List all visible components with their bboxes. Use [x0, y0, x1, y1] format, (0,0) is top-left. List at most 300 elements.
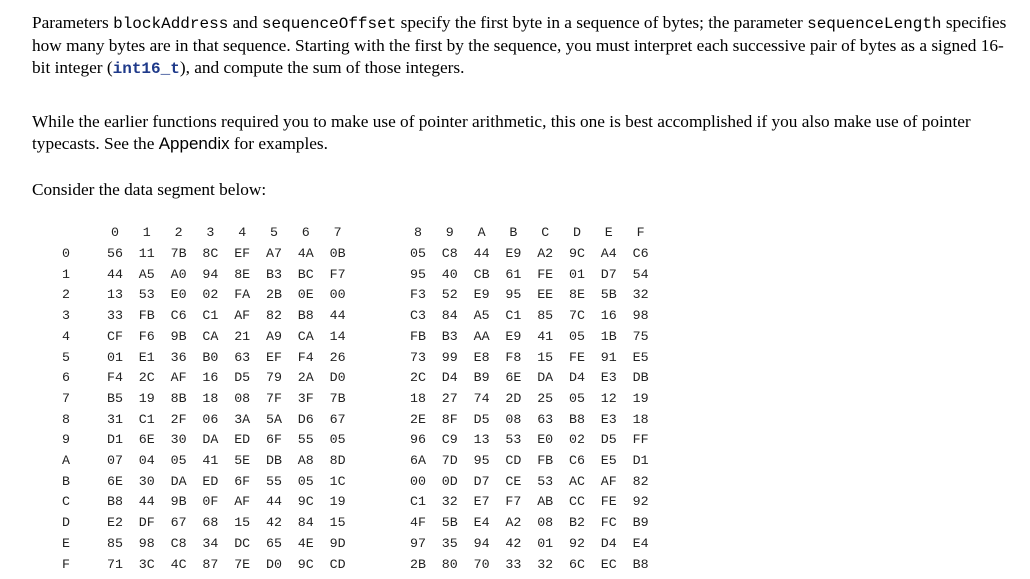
byte-cell: AC — [569, 473, 585, 489]
byte-cell: 97 — [410, 535, 426, 551]
byte-cell: FB — [537, 453, 554, 468]
column-header: F — [636, 225, 645, 240]
byte-cell: 6F — [266, 432, 282, 448]
byte-cell: 25 — [537, 390, 554, 406]
byte-cell: AB — [537, 494, 554, 510]
byte-cell: D4 — [600, 535, 617, 551]
paragraph-consider: Consider the data segment below: — [32, 180, 267, 199]
byte-cell: 44 — [473, 246, 490, 261]
byte-cell: F4 — [297, 349, 314, 365]
column-header: C — [541, 225, 550, 240]
byte-cell: DB — [632, 370, 649, 386]
byte-cell: B9 — [473, 370, 490, 386]
byte-cell: 79 — [266, 370, 282, 386]
byte-cell: A0 — [170, 266, 187, 282]
byte-cell: 02 — [202, 287, 219, 303]
code-sequence-offset: sequenceOffset — [261, 15, 397, 33]
column-header: 0 — [111, 225, 119, 240]
byte-cell: C6 — [170, 308, 187, 324]
column-header: 5 — [270, 225, 278, 240]
byte-cell: FE — [537, 266, 554, 282]
byte-cell: B8 — [569, 411, 585, 427]
text: specifies how many bytes are in that sequence. Starting with the first by the sequence, you must interpret each successive pair of bytes as a signed 16-bit integer ( — [32, 13, 1007, 77]
byte-cell: 8C — [202, 246, 219, 261]
byte-cell: FF — [632, 432, 649, 448]
byte-cell: B2 — [569, 515, 585, 531]
byte-cell: C8 — [441, 246, 458, 261]
column-header: D — [573, 225, 581, 240]
byte-cell: 02 — [569, 432, 585, 448]
byte-cell: 74 — [473, 390, 490, 406]
byte-cell: 52 — [441, 287, 458, 303]
byte-cell: 5B — [441, 515, 458, 531]
byte-cell: 61 — [505, 266, 522, 282]
byte-cell: E2 — [107, 515, 123, 531]
byte-cell: 2A — [297, 370, 314, 386]
byte-cell: 2E — [410, 411, 426, 427]
byte-cell: 6C — [569, 556, 585, 572]
column-header: B — [509, 225, 518, 240]
byte-cell: 2B — [410, 556, 426, 572]
column-header: E — [604, 225, 613, 240]
byte-cell: E5 — [600, 453, 617, 468]
byte-cell: F7 — [329, 266, 346, 282]
byte-cell: A5 — [473, 308, 490, 324]
byte-cell: 05 — [329, 432, 346, 448]
byte-cell: 9C — [569, 246, 585, 261]
byte-cell: 15 — [329, 515, 346, 531]
byte-cell: 94 — [473, 535, 490, 551]
byte-cell: CD — [329, 556, 346, 572]
byte-cell: 0B — [329, 246, 346, 261]
byte-cell: 05 — [569, 328, 585, 344]
byte-cell: 16 — [202, 370, 219, 386]
column-header: 6 — [301, 225, 310, 240]
byte-cell: C9 — [441, 432, 458, 448]
byte-cell: 96 — [410, 432, 426, 448]
byte-cell: FC — [600, 515, 617, 531]
byte-cell: 30 — [138, 473, 155, 489]
byte-cell: CB — [473, 266, 490, 282]
byte-cell: 84 — [297, 515, 314, 531]
byte-cell: 4C — [170, 556, 187, 572]
byte-cell: 05 — [297, 473, 314, 489]
byte-cell: 36 — [170, 349, 187, 365]
byte-cell: DA — [170, 473, 187, 489]
byte-cell: 8D — [329, 453, 346, 468]
byte-cell: 99 — [441, 349, 458, 365]
row-label: B — [62, 473, 70, 489]
byte-cell: 9B — [170, 494, 187, 510]
byte-cell: F7 — [505, 494, 522, 510]
byte-cell: AA — [473, 328, 490, 344]
byte-cell: 01 — [569, 266, 585, 282]
byte-cell: 63 — [234, 349, 251, 365]
byte-cell: D5 — [473, 411, 490, 427]
byte-cell: 35 — [441, 535, 458, 551]
byte-cell: E3 — [600, 411, 617, 427]
byte-cell: 53 — [505, 432, 522, 448]
byte-cell: 8E — [234, 266, 251, 282]
byte-cell: 42 — [505, 535, 522, 551]
byte-cell: 87 — [202, 556, 219, 572]
byte-cell: A2 — [537, 246, 554, 261]
byte-cell: 85 — [537, 308, 554, 324]
byte-cell: D1 — [107, 432, 123, 448]
byte-cell: 91 — [600, 349, 617, 365]
byte-cell: 53 — [138, 287, 155, 303]
column-header: 7 — [333, 225, 342, 240]
byte-cell: 05 — [170, 453, 187, 468]
byte-cell: CD — [505, 453, 522, 468]
byte-cell: 07 — [107, 453, 123, 468]
byte-cell: 4A — [297, 246, 314, 261]
byte-cell: FE — [569, 349, 585, 365]
byte-cell: 30 — [170, 432, 187, 448]
byte-cell: 5A — [266, 411, 282, 427]
byte-cell: 95 — [473, 453, 490, 468]
byte-cell: 41 — [537, 328, 554, 344]
byte-cell: 18 — [202, 390, 219, 406]
row-label: 8 — [62, 411, 70, 427]
byte-cell: F8 — [505, 349, 522, 365]
byte-cell: B0 — [202, 349, 219, 365]
byte-cell: 33 — [107, 308, 123, 324]
byte-cell: 8B — [170, 390, 187, 406]
column-header: 9 — [445, 225, 454, 240]
row-label: F — [62, 556, 70, 572]
byte-cell: 8F — [441, 411, 458, 427]
byte-cell: D0 — [266, 556, 282, 572]
byte-cell: 1B — [600, 328, 617, 344]
byte-cell: 44 — [266, 494, 282, 510]
byte-cell: F6 — [138, 328, 155, 344]
byte-cell: 2C — [410, 370, 426, 386]
byte-cell: B3 — [441, 328, 458, 344]
byte-cell: F4 — [107, 370, 123, 386]
byte-cell: 2B — [266, 287, 282, 303]
byte-cell: EE — [537, 287, 554, 303]
byte-cell: EF — [234, 246, 251, 261]
byte-cell: A5 — [138, 266, 155, 282]
byte-cell: DB — [266, 453, 282, 468]
byte-cell: 94 — [202, 266, 219, 282]
byte-cell: A9 — [266, 328, 282, 344]
byte-cell: E8 — [473, 349, 490, 365]
byte-cell: 5E — [234, 453, 251, 468]
byte-cell: A4 — [600, 246, 617, 261]
byte-cell: 6E — [505, 370, 522, 386]
byte-cell: 08 — [537, 515, 554, 531]
byte-cell: 4F — [410, 515, 426, 531]
byte-cell: 01 — [107, 349, 123, 365]
byte-cell: 6E — [138, 432, 155, 448]
byte-cell: C1 — [410, 494, 426, 510]
byte-cell: C1 — [202, 308, 219, 324]
byte-cell: E5 — [632, 349, 649, 365]
byte-cell: ED — [234, 432, 251, 448]
byte-cell: 9B — [170, 328, 187, 344]
byte-cell: 53 — [537, 473, 554, 489]
byte-cell: 19 — [329, 494, 346, 510]
byte-cell: F3 — [410, 287, 426, 303]
row-label: 1 — [62, 266, 70, 282]
byte-cell: 26 — [329, 349, 346, 365]
byte-cell: 12 — [600, 390, 617, 406]
byte-cell: 7E — [234, 556, 251, 572]
byte-cell: 00 — [329, 287, 346, 303]
byte-cell: 92 — [632, 494, 649, 510]
column-header: 1 — [142, 225, 151, 240]
byte-cell: 05 — [410, 246, 426, 261]
byte-cell: 33 — [505, 556, 522, 572]
byte-cell: FA — [234, 287, 251, 303]
byte-cell: 67 — [170, 515, 187, 531]
byte-cell: CE — [505, 473, 522, 489]
byte-cell: 08 — [505, 411, 522, 427]
column-header: 8 — [414, 225, 422, 240]
byte-cell: D5 — [600, 432, 617, 448]
byte-cell: E0 — [170, 287, 187, 303]
byte-cell: EF — [266, 349, 282, 365]
code-block-address: blockAddress — [113, 15, 229, 33]
byte-cell: 32 — [632, 287, 649, 303]
byte-cell: 2F — [170, 411, 187, 427]
byte-cell: E3 — [600, 370, 617, 386]
byte-cell: AF — [234, 308, 251, 324]
byte-cell: E9 — [473, 287, 490, 303]
byte-cell: 0D — [441, 473, 458, 489]
byte-cell: 9C — [297, 494, 314, 510]
byte-cell: 7B — [170, 246, 187, 261]
byte-cell: CA — [202, 328, 219, 344]
byte-cell: 0F — [202, 494, 219, 510]
byte-cell: 44 — [138, 494, 155, 510]
byte-cell: E7 — [473, 494, 490, 510]
byte-cell: CC — [569, 494, 585, 510]
byte-cell: 04 — [138, 453, 155, 468]
byte-cell: AF — [234, 494, 251, 510]
byte-cell: C1 — [138, 411, 155, 427]
byte-cell: DA — [202, 432, 219, 448]
byte-cell: C6 — [569, 453, 585, 468]
byte-cell: DC — [234, 535, 251, 551]
byte-cell: 18 — [632, 411, 649, 427]
byte-cell: E4 — [632, 535, 649, 551]
byte-cell: 1C — [329, 473, 346, 489]
row-label: D — [62, 515, 70, 531]
byte-cell: 92 — [569, 535, 585, 551]
byte-cell: DA — [537, 370, 554, 386]
row-label: 9 — [62, 432, 70, 448]
byte-cell: B3 — [266, 266, 282, 282]
byte-cell: 6E — [107, 473, 123, 489]
byte-cell: D4 — [441, 370, 458, 386]
byte-cell: C3 — [410, 308, 426, 324]
text: ), and compute the sum of those integers. — [179, 58, 465, 77]
byte-cell: 7F — [266, 390, 282, 406]
byte-cell: 98 — [138, 535, 155, 551]
byte-cell: 3A — [234, 411, 251, 427]
byte-cell: 65 — [266, 535, 282, 551]
byte-cell: 85 — [107, 535, 123, 551]
byte-cell: 00 — [410, 473, 426, 489]
byte-cell: E9 — [505, 246, 522, 261]
byte-cell: E9 — [505, 328, 522, 344]
row-label: C — [62, 494, 70, 510]
text: specify the first byte in a sequence of bytes; the parameter — [396, 13, 808, 32]
byte-cell: 98 — [632, 308, 649, 324]
byte-cell: 0E — [297, 287, 314, 303]
byte-cell: 6A — [410, 453, 426, 468]
byte-cell: 5B — [600, 287, 617, 303]
byte-cell: 7D — [441, 453, 458, 468]
byte-cell: D7 — [600, 266, 617, 282]
byte-cell: D6 — [297, 411, 314, 427]
code-sequence-length: sequenceLength — [807, 15, 942, 33]
byte-cell: 82 — [632, 473, 649, 489]
byte-cell: 84 — [441, 308, 458, 324]
byte-cell: 55 — [297, 432, 314, 448]
byte-cell: 32 — [537, 556, 554, 572]
text: for examples. — [229, 134, 328, 153]
byte-cell: EC — [600, 556, 617, 572]
column-header: 4 — [238, 225, 247, 240]
row-label: 6 — [62, 370, 70, 386]
byte-cell: 19 — [138, 390, 155, 406]
byte-cell: 2D — [505, 390, 522, 406]
byte-cell: 15 — [537, 349, 554, 365]
code-int16-t: int16_t — [112, 60, 180, 78]
row-label: 5 — [62, 349, 70, 365]
byte-cell: 08 — [234, 390, 251, 406]
byte-cell: C6 — [632, 246, 649, 261]
byte-cell: B8 — [632, 556, 649, 572]
byte-cell: 19 — [632, 390, 649, 406]
byte-cell: 95 — [505, 287, 522, 303]
row-label: 2 — [62, 287, 70, 303]
byte-cell: 11 — [138, 246, 155, 261]
column-header: 3 — [206, 225, 215, 240]
byte-cell: 4E — [297, 535, 314, 551]
byte-cell: E4 — [473, 515, 490, 531]
byte-cell: A7 — [266, 246, 282, 261]
byte-cell: 32 — [441, 494, 458, 510]
byte-cell: 8E — [569, 287, 585, 303]
byte-cell: C1 — [505, 308, 522, 324]
byte-cell: 13 — [107, 287, 123, 303]
column-header: 2 — [174, 225, 183, 240]
byte-cell: D5 — [234, 370, 251, 386]
byte-cell: B8 — [297, 308, 314, 324]
byte-cell: ED — [202, 473, 219, 489]
byte-cell: 21 — [234, 328, 251, 344]
byte-cell: 71 — [107, 556, 123, 572]
byte-cell: 16 — [600, 308, 617, 324]
byte-cell: B8 — [107, 494, 123, 510]
byte-cell: 7B — [329, 390, 346, 406]
byte-cell: 34 — [202, 535, 219, 551]
column-header: A — [477, 225, 486, 240]
byte-cell: 27 — [441, 390, 458, 406]
byte-cell: 13 — [473, 432, 490, 448]
byte-cell: 01 — [537, 535, 554, 551]
row-label: E — [62, 535, 70, 551]
byte-cell: 18 — [410, 390, 426, 406]
byte-cell: DF — [138, 515, 155, 531]
byte-cell: 82 — [266, 308, 282, 324]
byte-cell: FE — [600, 494, 617, 510]
byte-cell: 95 — [410, 266, 426, 282]
appendix-reference: Appendix — [158, 134, 230, 153]
byte-cell: CA — [297, 328, 314, 344]
byte-cell: 44 — [107, 266, 123, 282]
byte-cell: 05 — [569, 390, 585, 406]
byte-cell: 7C — [569, 308, 585, 324]
byte-cell: 44 — [329, 308, 346, 324]
byte-cell: 56 — [107, 246, 123, 261]
byte-cell: 3F — [297, 390, 314, 406]
byte-cell: 06 — [202, 411, 219, 427]
byte-cell: 63 — [537, 411, 554, 427]
byte-cell: A2 — [505, 515, 522, 531]
byte-cell: A8 — [297, 453, 314, 468]
byte-cell: 55 — [266, 473, 282, 489]
byte-cell: D7 — [473, 473, 490, 489]
byte-cell: C8 — [170, 535, 187, 551]
byte-cell: 3C — [138, 556, 155, 572]
byte-cell: 54 — [632, 266, 649, 282]
byte-cell: E1 — [138, 349, 155, 365]
byte-cell: BC — [297, 266, 314, 282]
byte-cell: 80 — [441, 556, 458, 572]
byte-cell: 6F — [234, 473, 251, 489]
row-label: A — [62, 453, 70, 468]
byte-cell: D4 — [569, 370, 585, 386]
row-label: 7 — [62, 390, 70, 406]
byte-cell: B5 — [107, 390, 123, 406]
byte-cell: 75 — [632, 328, 649, 344]
byte-cell: D0 — [329, 370, 346, 386]
text: While the earlier functions required you to make use of pointer arithmetic, this one is best accomplished if you also make use of pointer typecasts. See the — [32, 112, 971, 153]
byte-cell: 68 — [202, 515, 219, 531]
byte-cell: 73 — [410, 349, 426, 365]
byte-cell: 67 — [329, 411, 346, 427]
byte-cell: 70 — [473, 556, 490, 572]
byte-cell: AF — [600, 473, 617, 489]
byte-cell: CF — [107, 328, 123, 344]
byte-cell: 41 — [202, 453, 219, 468]
row-label: 3 — [62, 308, 70, 324]
row-label: 4 — [62, 328, 70, 344]
text: and — [228, 13, 262, 32]
row-label: 0 — [62, 246, 70, 261]
byte-cell: 2C — [138, 370, 155, 386]
text: Parameters — [32, 13, 114, 32]
byte-cell: FB — [138, 308, 155, 324]
byte-cell: 9D — [329, 535, 346, 551]
byte-cell: 14 — [329, 328, 346, 344]
byte-cell: 9C — [297, 556, 314, 572]
byte-cell: E0 — [537, 432, 554, 448]
byte-cell: 42 — [266, 515, 282, 531]
byte-cell: 40 — [441, 266, 458, 282]
byte-cell: AF — [170, 370, 187, 386]
byte-cell: 15 — [234, 515, 251, 531]
byte-cell: FB — [410, 328, 426, 344]
byte-cell: 31 — [107, 411, 123, 427]
byte-cell: D1 — [632, 453, 649, 468]
